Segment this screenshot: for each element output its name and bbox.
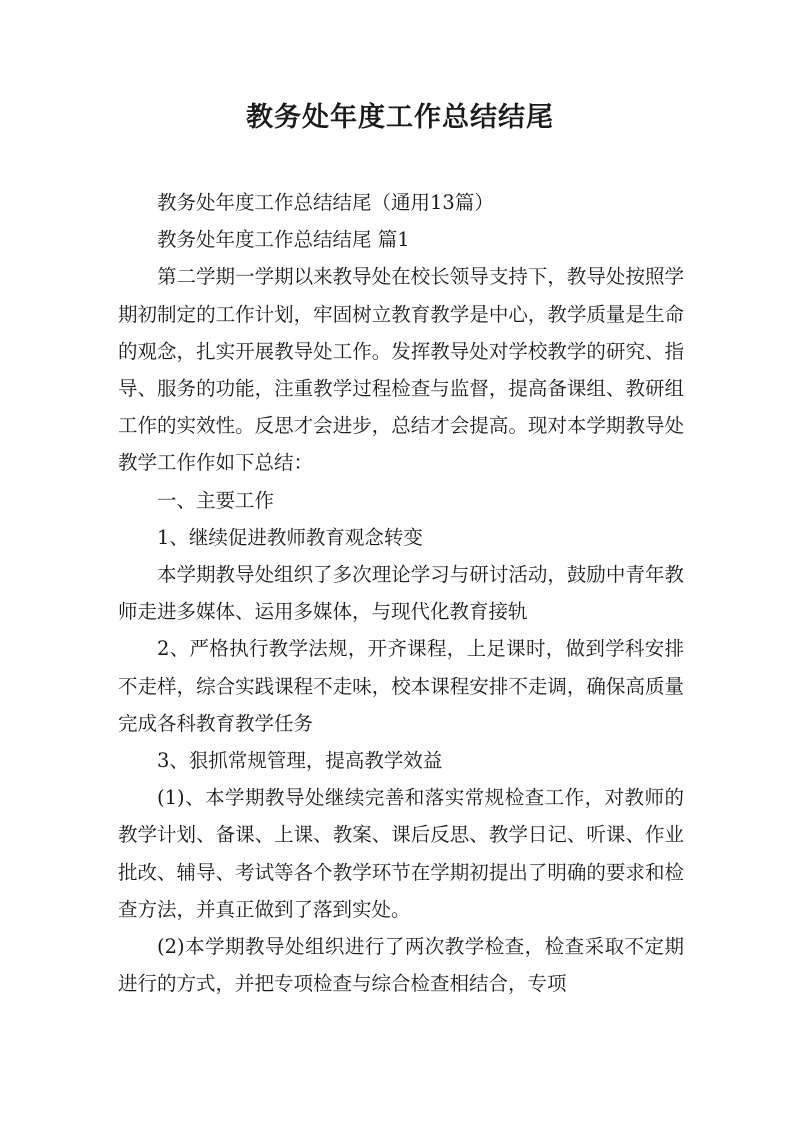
body-paragraph: 本学期教导处组织了多次理论学习与研讨活动，鼓励中青年教师走进多媒体、运用多媒体，与现代化教育接轨 xyxy=(118,563,684,624)
body-paragraph: 2、严格执行教学法规，开齐课程，上足课时，做到学科安排不走样，综合实践课程不走味，校本课程安排不走调，确保高质量完成各科教育教学任务 xyxy=(118,637,684,735)
document-body xyxy=(118,184,684,1002)
subtitle-paragraph: 教务处年度工作总结结尾（通用13篇） xyxy=(157,191,494,214)
body-paragraph: (2)本学期教导处组织进行了两次教学检查，检查采取不定期进行的方式，并把专项检查与综合检查相结合，专项 xyxy=(118,935,684,996)
document-title: 教务处年度工作总结结尾 xyxy=(246,102,554,133)
section-heading: 教务处年度工作总结结尾 篇1 xyxy=(157,228,410,252)
list-item-heading: 3、狠抓常规管理，提高教学效益 xyxy=(157,749,443,773)
body-paragraph: (1)、本学期教导处继续完善和落实常规检查工作，对教师的教学计划、备课、上课、教案、课后反思、教学日记、听课、作业批改、辅导、考试等各个教学环节在学期初提出了明确的要求和检查方法，并真正做到了落到实处。 xyxy=(118,786,684,921)
body-paragraph: 第二学期一学期以来教导处在校长领导支持下，教导处按照学期初制定的工作计划，牢固树立教育教学是中心，教学质量是生命的观念，扎实开展教导处工作。发挥教导处对学校教学的研究、指导、服务的功能，注重教学过程检查与监督，提高备课组、教研组工作的实效性。反思才会进步，总结才会提高。现对本学期教导处教学工作作如下总结： xyxy=(118,265,684,475)
section-heading: 一、主要工作 xyxy=(157,488,275,512)
list-item-heading: 1、继续促进教师教育观念转变 xyxy=(157,525,423,549)
